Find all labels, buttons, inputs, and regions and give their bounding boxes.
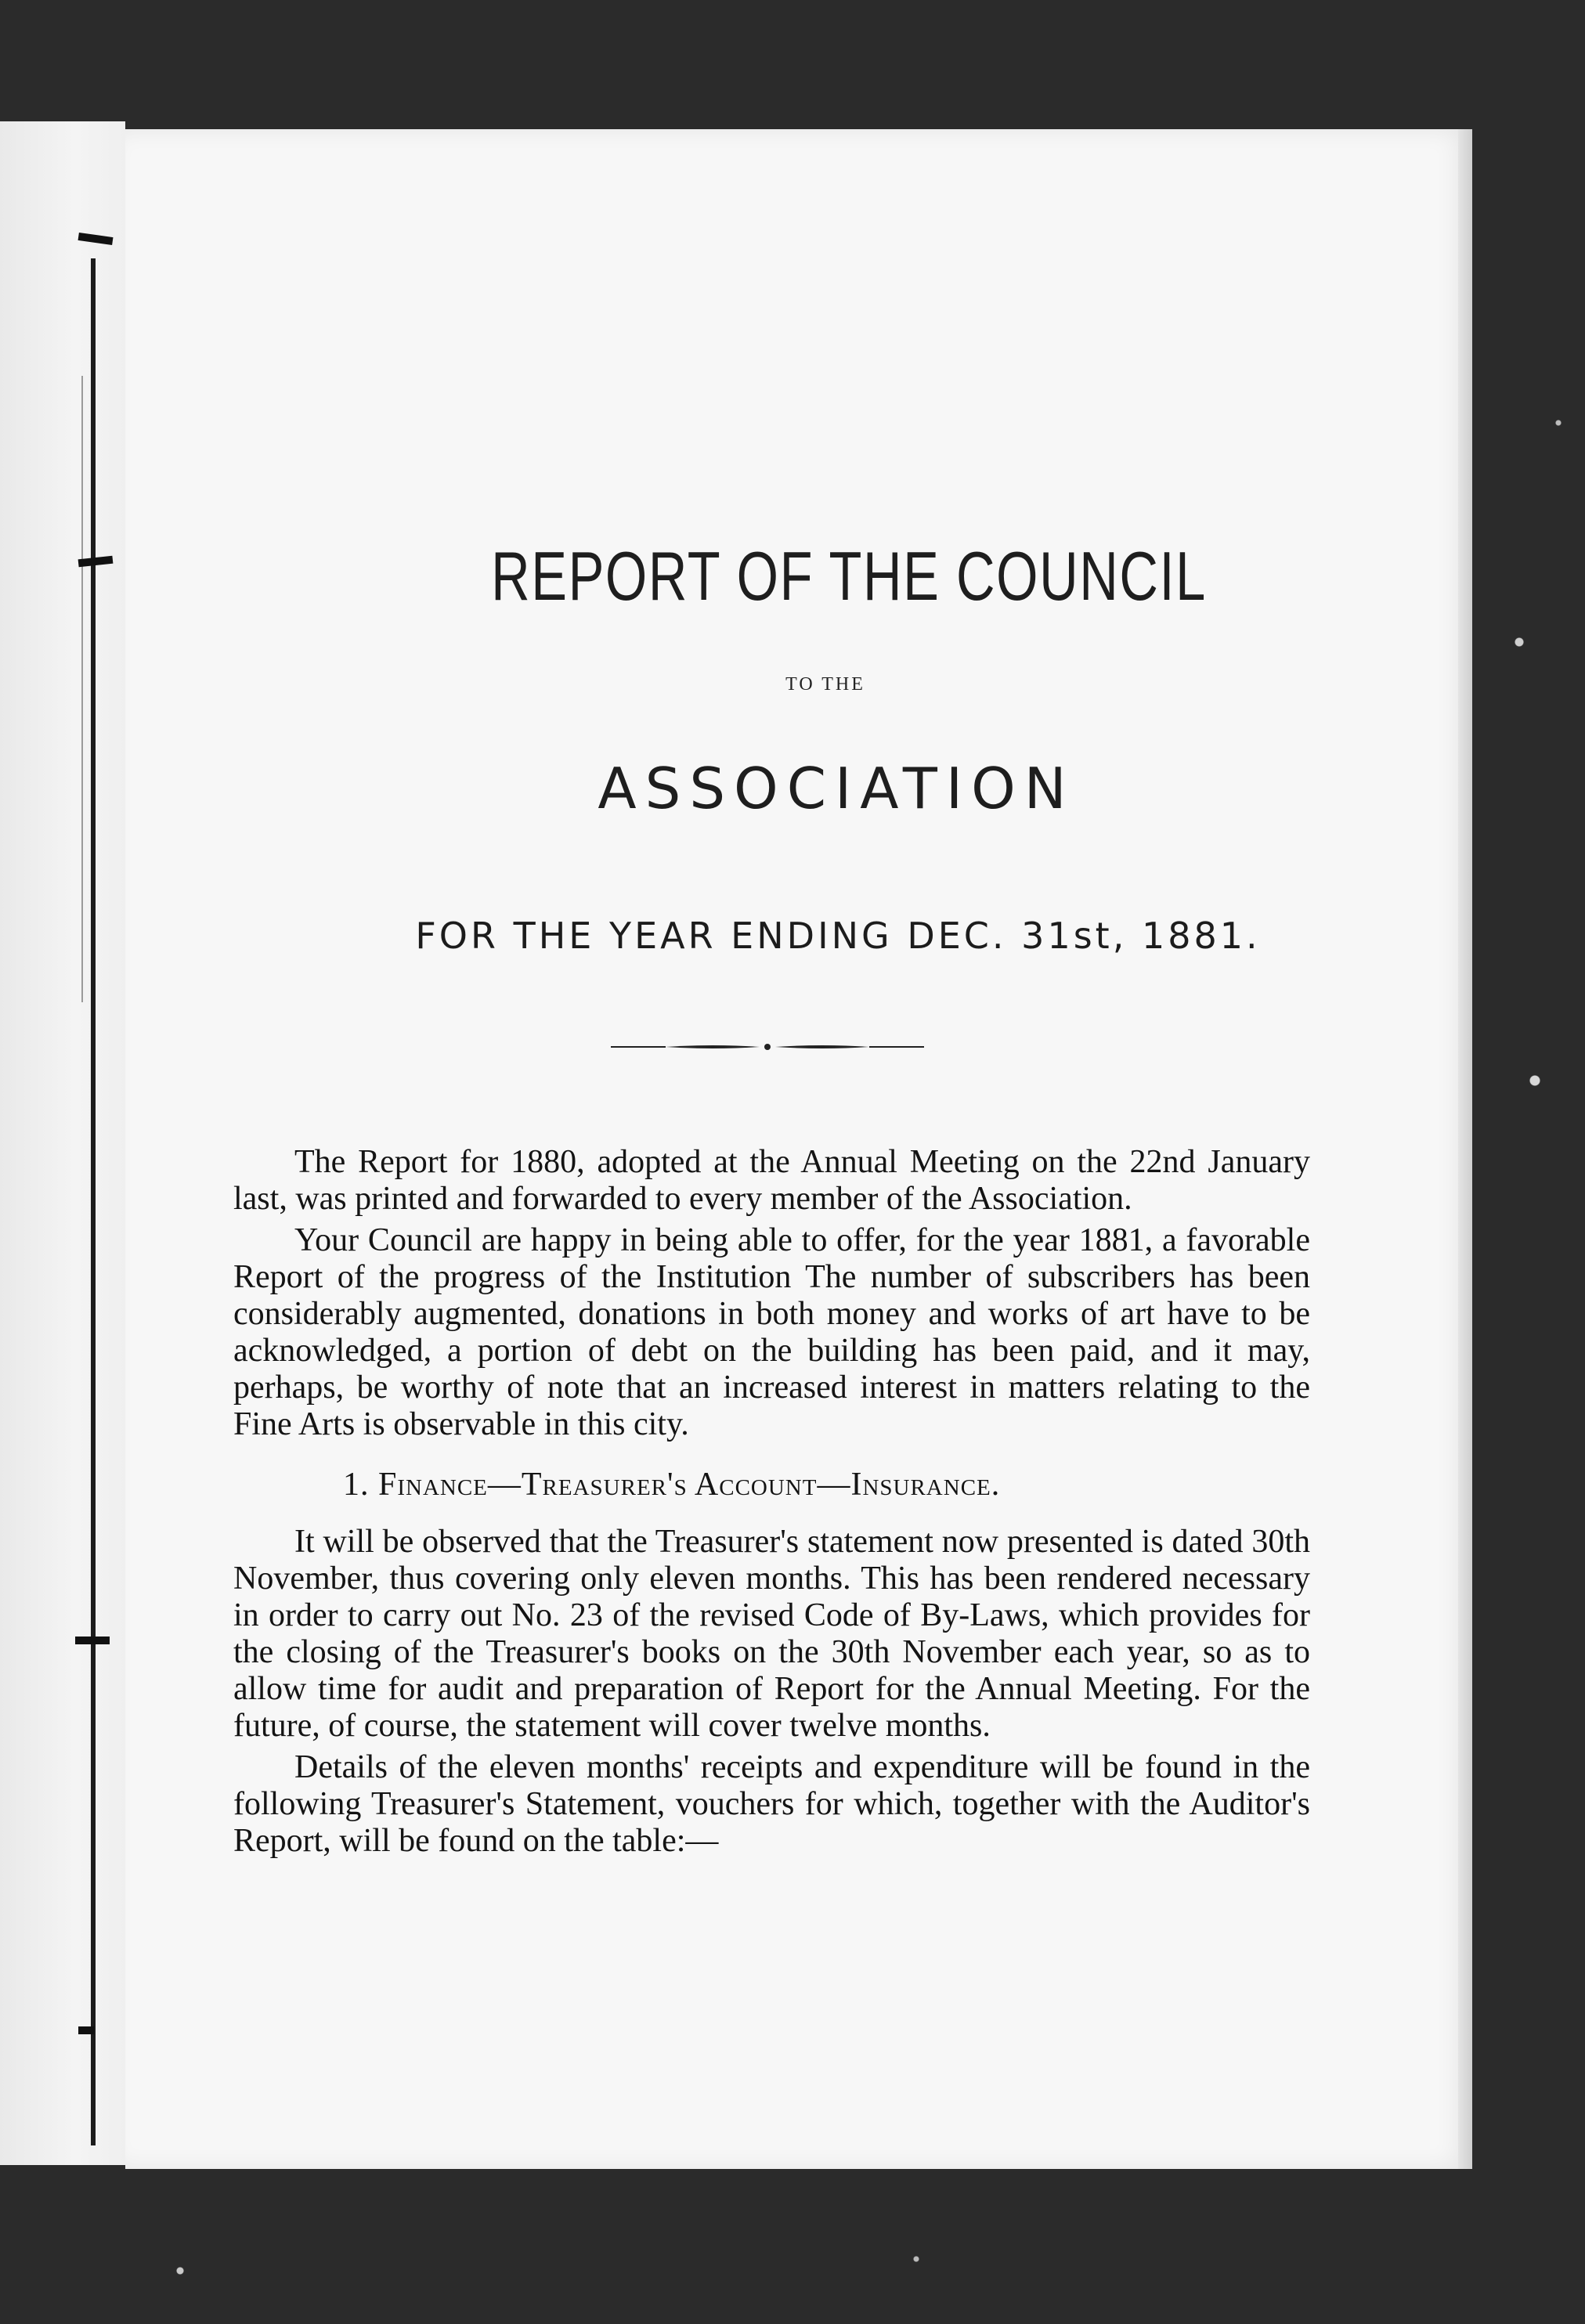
binding-stitch-mark bbox=[78, 2026, 94, 2034]
period-heading: FOR THE YEAR ENDING DEC. 31st, 1881. bbox=[415, 915, 1261, 957]
page-edge-shadow bbox=[1458, 129, 1472, 2169]
document-page bbox=[125, 129, 1472, 2169]
title-connector: TO THE bbox=[785, 674, 865, 695]
paragraph: The Report for 1880, adopted at the Annual Meeting on the 22nd January last, was printed and forwarded to every member of the Association. bbox=[233, 1144, 1310, 1217]
facing-page-edge bbox=[0, 121, 125, 2165]
binding-shadow-line bbox=[81, 376, 83, 1002]
paragraph: Details of the eleven months' receipts and expenditure will be found in the following Treasurer's Statement, vouchers for which, together with the Auditor's Report, will be found on the table:— bbox=[233, 1749, 1310, 1859]
binding-stitch-mark bbox=[75, 1637, 110, 1644]
association-heading: ASSOCIATION bbox=[598, 756, 1075, 821]
binding-line bbox=[91, 258, 96, 2145]
ornamental-rule bbox=[611, 1039, 924, 1055]
section-heading: 1. Finance—Treasurer's Account—Insurance. bbox=[343, 1467, 1001, 1503]
report-title: REPORT OF THE COUNCIL bbox=[491, 537, 1207, 615]
paragraph: Your Council are happy in being able to offer, for the year 1881, a favorable Report of the progress of the Institution The number of subscribers has been considerably augmented, donations in both money and works of art have to be acknowledged, a portion of debt on the building has been paid, and it may, perhaps, be worthy of note that an increased interest in matters relating to the Fine Arts is observable in this city. bbox=[233, 1222, 1310, 1442]
paragraph: It will be observed that the Treasurer's statement now presented is dated 30th November, thus covering only eleven months. This has been rendered necessary in order to carry out No. 23 of the revised Code of By-Laws, which provides for the closing of the Treasurer's books on the 30th November each year, so as to allow time for audit and preparation of Report for the Annual Meeting. For the future, of course, the statement will cover twelve months. bbox=[233, 1524, 1310, 1744]
report-body bbox=[233, 1144, 1310, 1860]
